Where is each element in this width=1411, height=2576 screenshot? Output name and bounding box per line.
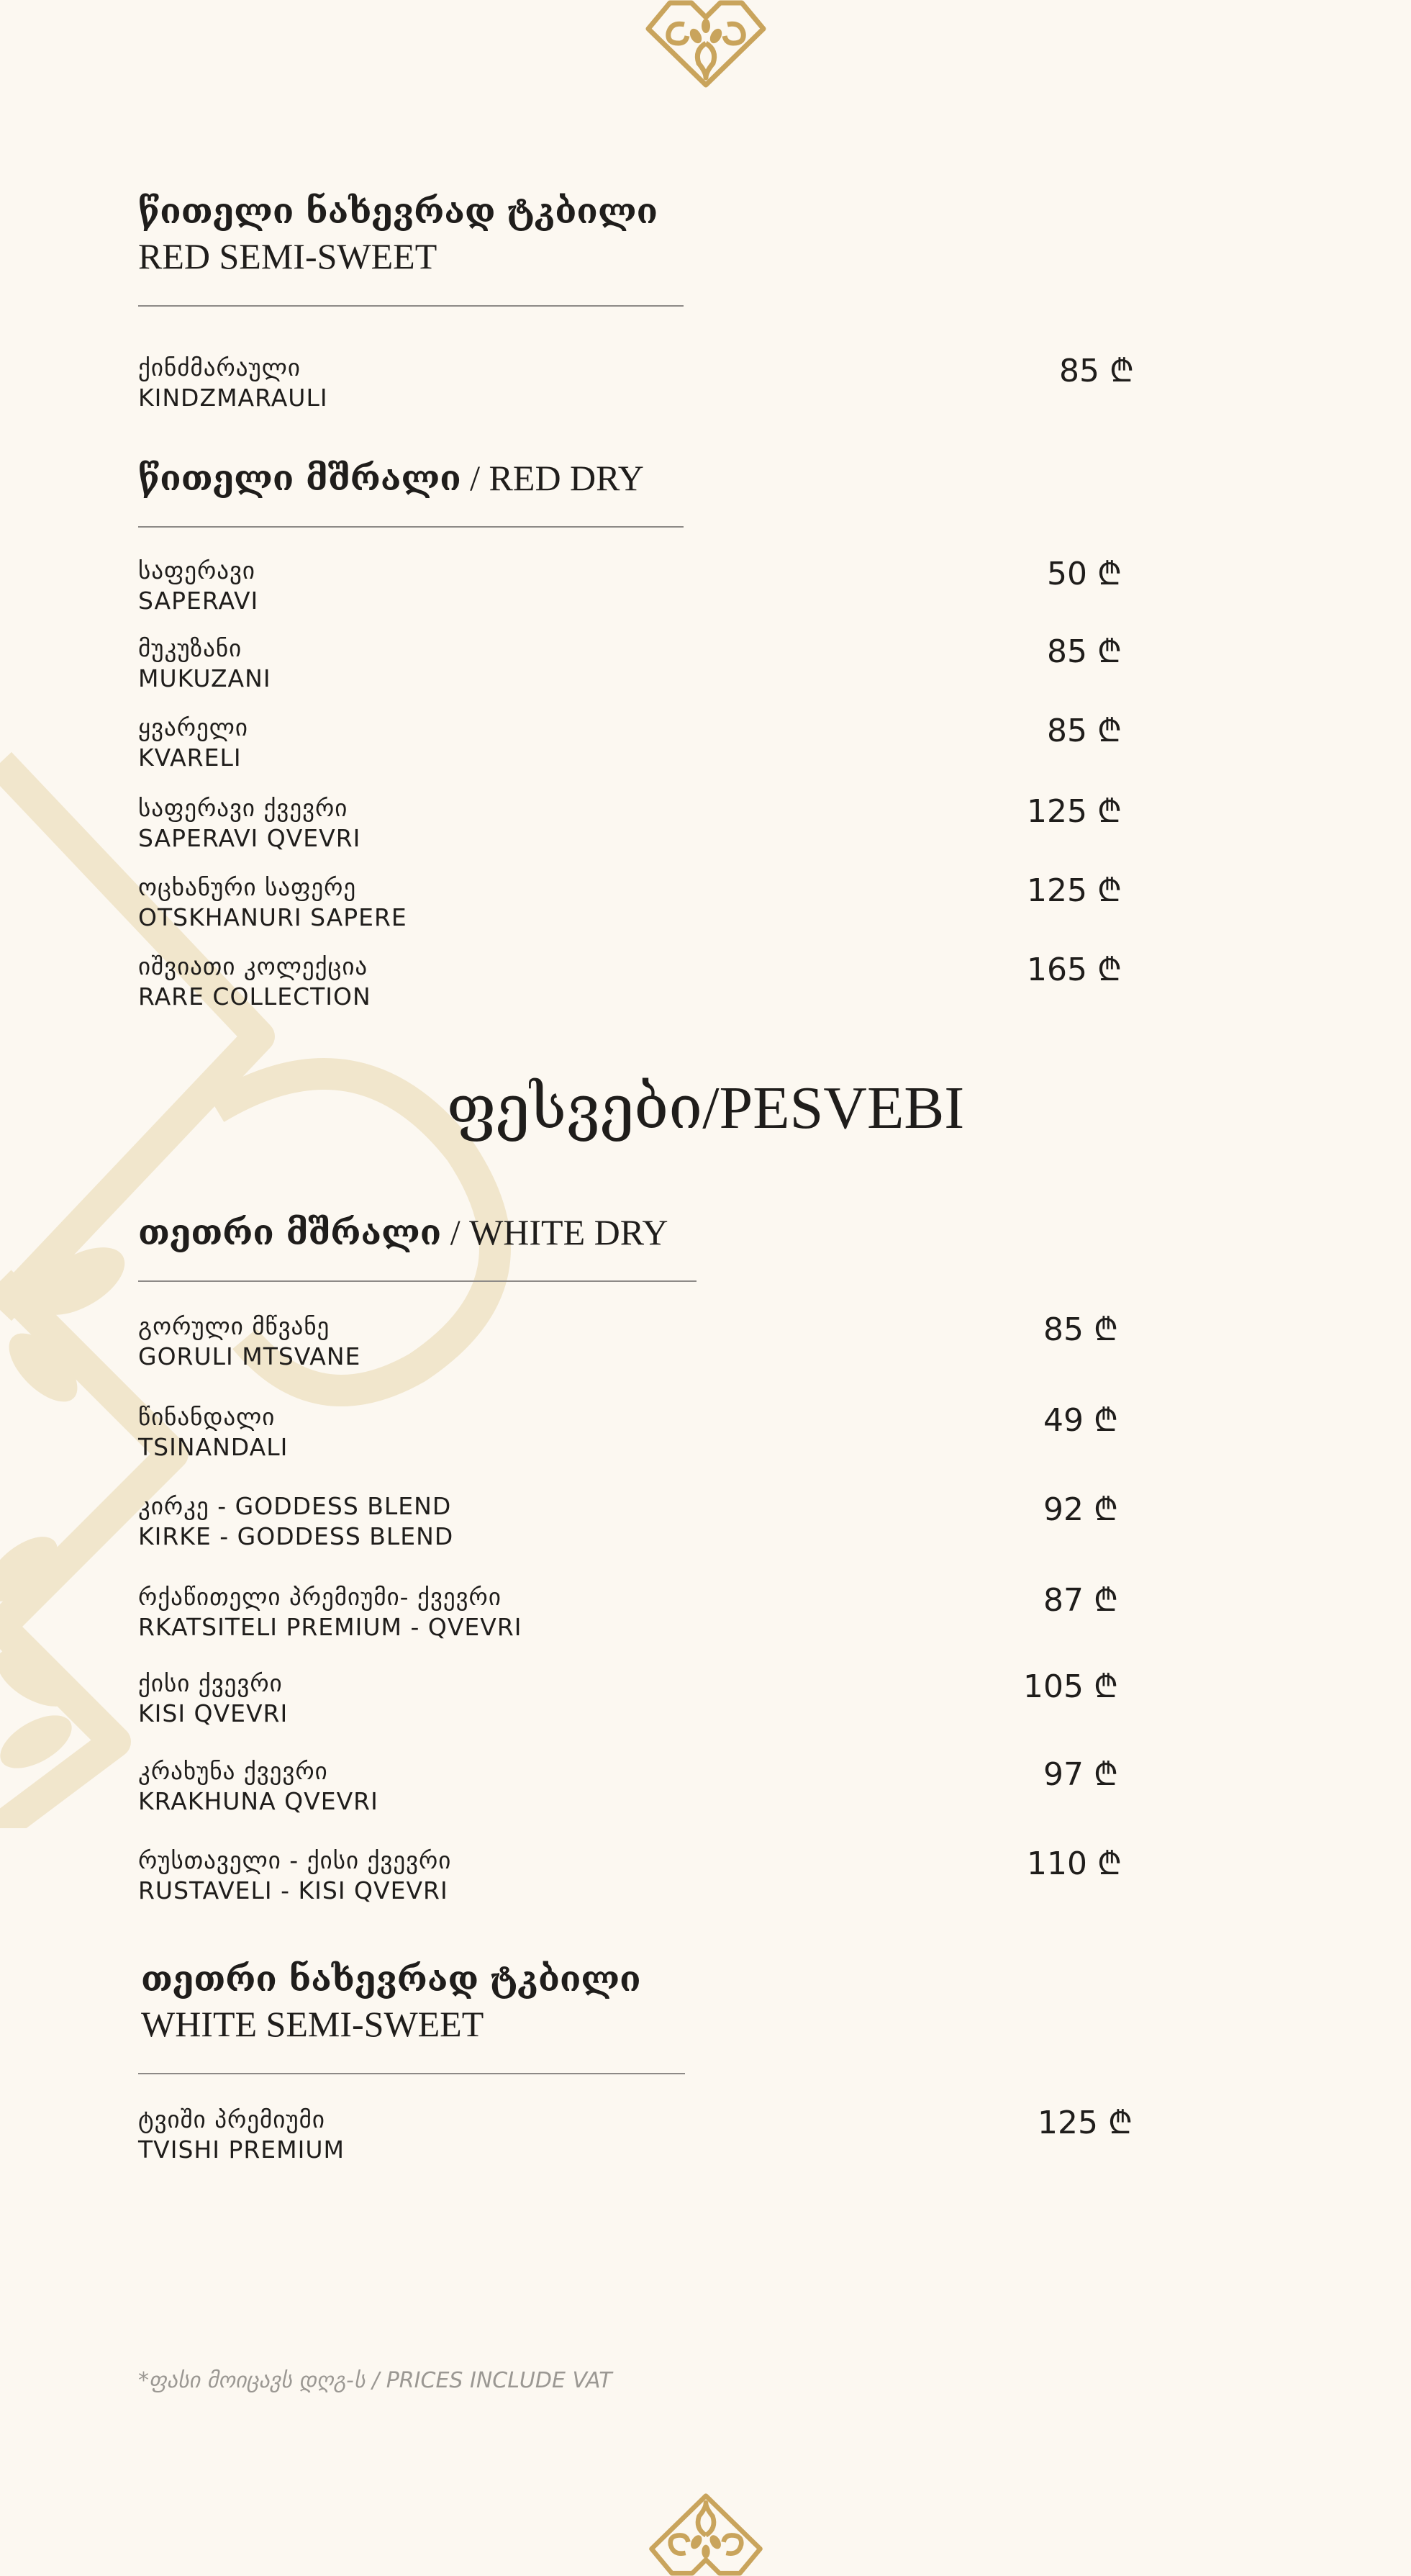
item-name-en: OTSKHANURI SAPERE: [138, 903, 407, 931]
section-title-en: RED DRY: [489, 458, 644, 498]
category-title-sep: /: [702, 1075, 720, 1142]
category-title-ka: ფესვები: [446, 1072, 703, 1142]
section-title-sep: /: [460, 458, 489, 498]
bottom-ornament-icon: [641, 2492, 771, 2576]
menu-item: [138, 633, 1131, 694]
section-red-dry: [138, 455, 644, 502]
section-red-semi-sweet: [138, 189, 658, 278]
section-title-ka: წითელი მშრალი: [138, 458, 461, 499]
menu-item: [138, 353, 1134, 413]
item-name-en: RUSTAVELI - KISI QVEVRI: [138, 1876, 448, 1904]
section-white-semi-sweet: [141, 1956, 641, 2046]
menu-item: [138, 713, 1131, 773]
item-name-ka: საფერავი: [138, 556, 256, 584]
section-title-ka: თეთრი ნახევრად ტკბილი: [141, 1959, 641, 1999]
menu-item: [138, 1491, 1131, 1552]
item-name-ka: საფერავი ქვევრი: [138, 794, 348, 822]
section-divider: [138, 1280, 697, 1282]
item-name-en: KVARELI: [138, 744, 242, 772]
item-name-en: RKATSITELI PREMIUM - QVEVRI: [138, 1613, 522, 1641]
item-name-en: MUKUZANI: [138, 664, 271, 692]
item-price: 92 ₾: [1043, 1491, 1118, 1528]
item-price: 97 ₾: [1043, 1756, 1118, 1793]
menu-item: [138, 1845, 1131, 1906]
menu-item: [138, 952, 1131, 1012]
item-name-ka: ყვარელი: [138, 713, 248, 741]
section-divider: [138, 526, 684, 528]
vat-note: *ფასი მოიცავს დღგ-ს / PRICES INCLUDE VAT: [138, 2368, 612, 2393]
section-title: [138, 1209, 668, 1256]
item-name-en: SAPERAVI QVEVRI: [138, 824, 361, 852]
section-title-en: WHITE SEMI-SWEET: [141, 2004, 484, 2044]
item-price: 85 ₾: [1047, 633, 1122, 670]
item-price: 125 ₾: [1027, 872, 1122, 909]
item-name-ka: ქისი ქვევრი: [138, 1669, 283, 1697]
item-name-en: KIRKE - GODDESS BLEND: [138, 1522, 454, 1550]
item-price: 125 ₾: [1038, 2105, 1133, 2141]
menu-item: [138, 1311, 1131, 1372]
item-name-ka: გორული მწვანე: [138, 1312, 330, 1340]
item-price: 87 ₾: [1043, 1582, 1118, 1619]
item-name-ka: ტვიში პრემიუმი: [138, 2105, 325, 2133]
section-title: [138, 455, 644, 502]
item-price: 85 ₾: [1047, 713, 1122, 749]
item-price: 85 ₾: [1059, 353, 1134, 389]
item-name-ka: კრახუნა ქვევრი: [138, 1757, 328, 1785]
top-ornament-icon: [641, 0, 771, 89]
menu-item: [138, 1668, 1131, 1729]
menu-item: [138, 872, 1131, 933]
menu-item: [138, 1582, 1131, 1642]
item-name-ka: რუსთაველი - ქისი ქვევრი: [138, 1846, 452, 1874]
menu-item: [138, 1756, 1131, 1817]
section-title-ka: წითელი ნახევრად ტკბილი: [138, 191, 658, 232]
category-title-en: PESVEBI: [719, 1075, 965, 1142]
section-title-sep: /: [441, 1212, 470, 1252]
section-title-en: RED SEMI-SWEET: [138, 236, 437, 276]
item-price: 50 ₾: [1047, 556, 1122, 592]
item-name-en: KRAKHUNA QVEVRI: [138, 1787, 378, 1815]
category-title: [0, 1071, 1411, 1144]
item-name-ka: კირკე - GODDESS BLEND: [138, 1492, 452, 1520]
section-divider: [138, 305, 684, 307]
item-name-en: TVISHI PREMIUM: [138, 2136, 345, 2164]
item-price: 85 ₾: [1043, 1311, 1118, 1348]
menu-item: [138, 556, 1131, 616]
menu-item: [138, 2105, 1131, 2165]
item-name-en: GORULI MTSVANE: [138, 1342, 361, 1370]
item-name-en: KINDZMARAULI: [138, 384, 328, 412]
item-name-en: RARE COLLECTION: [138, 982, 371, 1011]
item-price: 125 ₾: [1027, 793, 1122, 830]
section-white-dry: [138, 1209, 668, 1256]
item-price: 165 ₾: [1027, 952, 1122, 988]
section-divider: [138, 2073, 685, 2074]
item-name-en: KISI QVEVRI: [138, 1699, 289, 1727]
item-name-ka: წინანდალი: [138, 1403, 276, 1431]
item-price: 105 ₾: [1023, 1668, 1118, 1705]
item-price: 49 ₾: [1043, 1402, 1118, 1439]
item-name-ka: ქინძმარაული: [138, 353, 301, 381]
item-name-ka: რქაწითელი პრემიუმი- ქვევრი: [138, 1583, 502, 1611]
menu-item: [138, 1402, 1131, 1463]
item-name-ka: მუკუზანი: [138, 634, 242, 662]
section-title-ka: თეთრი მშრალი: [138, 1213, 442, 1253]
section-title-en: WHITE DRY: [469, 1212, 668, 1252]
menu-item: [138, 793, 1131, 854]
item-price: 110 ₾: [1027, 1845, 1122, 1882]
item-name-ka: ოცხანური საფერე: [138, 873, 357, 901]
item-name-en: SAPERAVI: [138, 587, 259, 615]
item-name-en: TSINANDALI: [138, 1433, 289, 1461]
item-name-ka: იშვიათი კოლექცია: [138, 952, 368, 980]
